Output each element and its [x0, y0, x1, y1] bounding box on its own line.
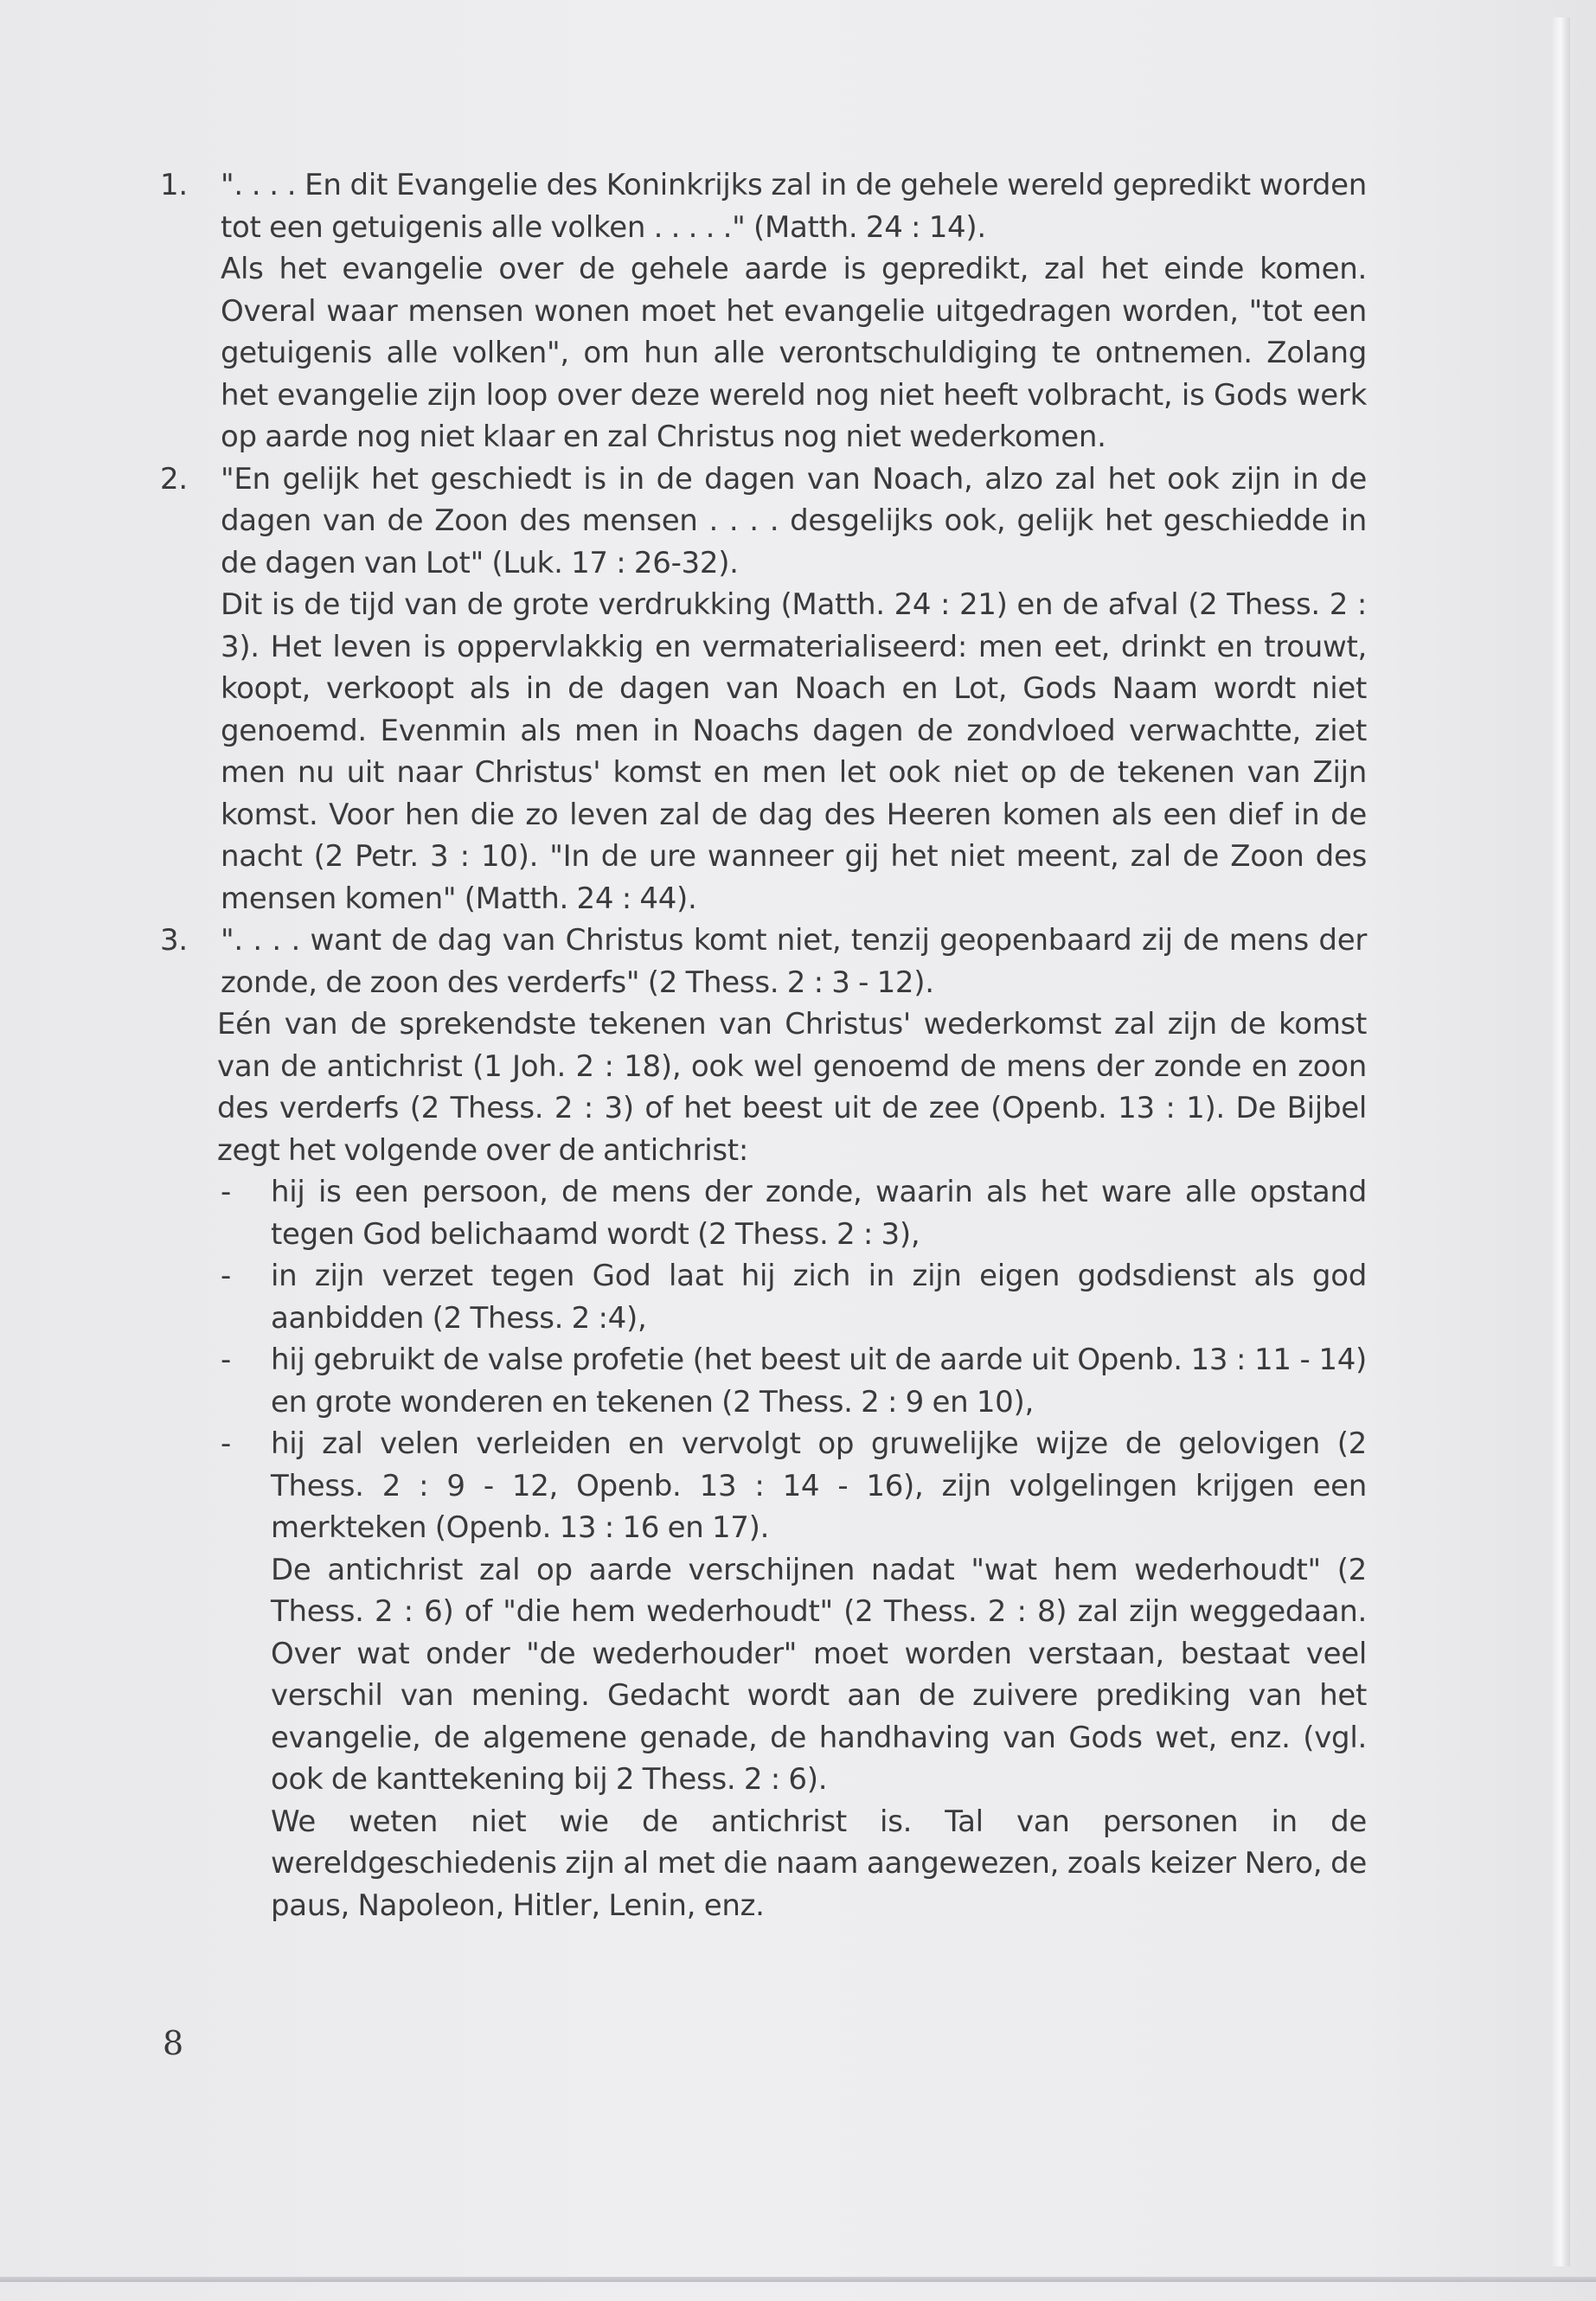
- bullet-item: [221, 1423, 1367, 1549]
- item-number: 2.: [160, 461, 188, 497]
- bullet-marker: -: [221, 1343, 231, 1377]
- explanation-paragraph: Als het evangelie over de gehele aarde is gepredikt, zal het einde komen. Overal waar mensen wonen moet het evangelie uitgedragen worden, "tot een getuigenis alle volken", om hun alle verontschuldiging te ontnemen. Zolang het evangelie zijn loop over deze wereld nog niet heeft volbracht, is Gods werk op aarde nog niet klaar en zal Christus nog niet wederkomen.: [221, 252, 1367, 454]
- page-number: 8: [163, 2024, 184, 2062]
- body-text: [160, 164, 1367, 1926]
- page-edge-bottom: [0, 2277, 1596, 2282]
- bullet-marker: -: [221, 1259, 231, 1293]
- bullet-marker: -: [221, 1175, 231, 1209]
- list-item-2: [160, 458, 1367, 920]
- bullet-text: hij is een persoon, de mens der zonde, waarin als het ware alle opstand tegen God belichaamd wordt (2 Thess. 2 : 3),: [271, 1175, 1367, 1252]
- item-number: 3.: [160, 923, 188, 958]
- bullet-text: in zijn verzet tegen God laat hij zich in zijn eigen godsdienst als god aanbidden (2 Thess. 2 :4),: [271, 1259, 1367, 1336]
- quote-paragraph: ". . . . En dit Evangelie des Koninkrijks zal in de gehele wereld gepredikt worden tot een getuigenis alle volken . . . . ." (Matth. 24 : 14).: [221, 168, 1367, 245]
- closing-paragraph: We weten niet wie de antichrist is. Tal van personen in de wereldgeschiedenis zijn al met die naam aangewezen, zoals keizer Nero, de paus, Napoleon, Hitler, Lenin, enz.: [271, 1804, 1367, 1923]
- bullet-text: hij gebruikt de valse profetie (het beest uit de aarde uit Openb. 13 : 11 - 14) en grote wonderen en tekenen (2 Thess. 2 : 9 en 10),: [271, 1343, 1367, 1420]
- antichrist-bullet-list: [221, 1171, 1367, 1549]
- list-item-3: [160, 920, 1367, 1926]
- explanation-paragraph: Eén van de sprekendste tekenen van Christus' wederkomst zal zijn de komst van de antichrist (1 Joh. 2 : 18), ook wel genoemd de mens der zonde en zoon des verderfs (2 Thess. 2 : 3) of het beest uit de zee (Openb. 13 : 1). De Bijbel zegt het volgende over de antichrist:: [217, 1007, 1367, 1168]
- list-item-1: [160, 164, 1367, 458]
- explanation-paragraph: Dit is de tijd van de grote verdrukking (Matth. 24 : 21) en de afval (2 Thess. 2 : 3). Het leven is oppervlakkig en vermaterialiseerd: men eet, drinkt en trouwt, koopt, verkoopt als in de dagen van Noach en Lot, Gods Naam wordt niet genoemd. Evenmin als men in Noachs dagen de zondvloed verwachtte, ziet men nu uit naar Christus' komst en men let ook niet op de tekenen van Zijn komst. Voor hen die zo leven zal de dag des Heeren komen als een dief in de nacht (2 Petr. 3 : 10). "In de ure wanneer gij het niet meent, zal de Zoon des mensen komen" (Matth. 24 : 44).: [221, 587, 1367, 916]
- quote-paragraph: "En gelijk het geschiedt is in de dagen van Noach, alzo zal het ook zijn in de dagen van de Zoon des mensen . . . . desgelijks ook, gelijk het geschiedde in de dagen van Lot" (Luk. 17 : 26-32).: [221, 461, 1367, 580]
- bullet-item: [221, 1339, 1367, 1423]
- closing-paragraph: De antichrist zal op aarde verschijnen nadat "wat hem wederhoudt" (2 Thess. 2 : 6) of "die hem wederhoudt" (2 Thess. 2 : 8) zal zijn weggedaan. Over wat onder "de wederhouder" moet worden verstaan, bestaat veel verschil van mening. Gedacht wordt aan de zuivere prediking van het evangelie, de algemene genade, de handhaving van Gods wet, enz. (vgl. ook de kanttekening bij 2 Thess. 2 : 6).: [271, 1552, 1367, 1797]
- item-number: 1.: [160, 168, 188, 202]
- bullet-item: [221, 1171, 1367, 1255]
- bullet-text: hij zal velen verleiden en vervolgt op gruwelijke wijze de gelovigen (2 Thess. 2 : 9 - 12, Openb. 13 : 14 - 16), zijn volgelingen krijgen een merkteken (Openb. 13 : 16 en 17).: [271, 1426, 1367, 1545]
- bullet-item: [221, 1255, 1367, 1339]
- page-edge-right: [1551, 17, 1570, 2266]
- quote-paragraph: ". . . . want de dag van Christus komt niet, tenzij geopenbaard zij de mens der zonde, de zoon des verderfs" (2 Thess. 2 : 3 - 12).: [221, 923, 1367, 1000]
- bullet-marker: -: [221, 1426, 231, 1461]
